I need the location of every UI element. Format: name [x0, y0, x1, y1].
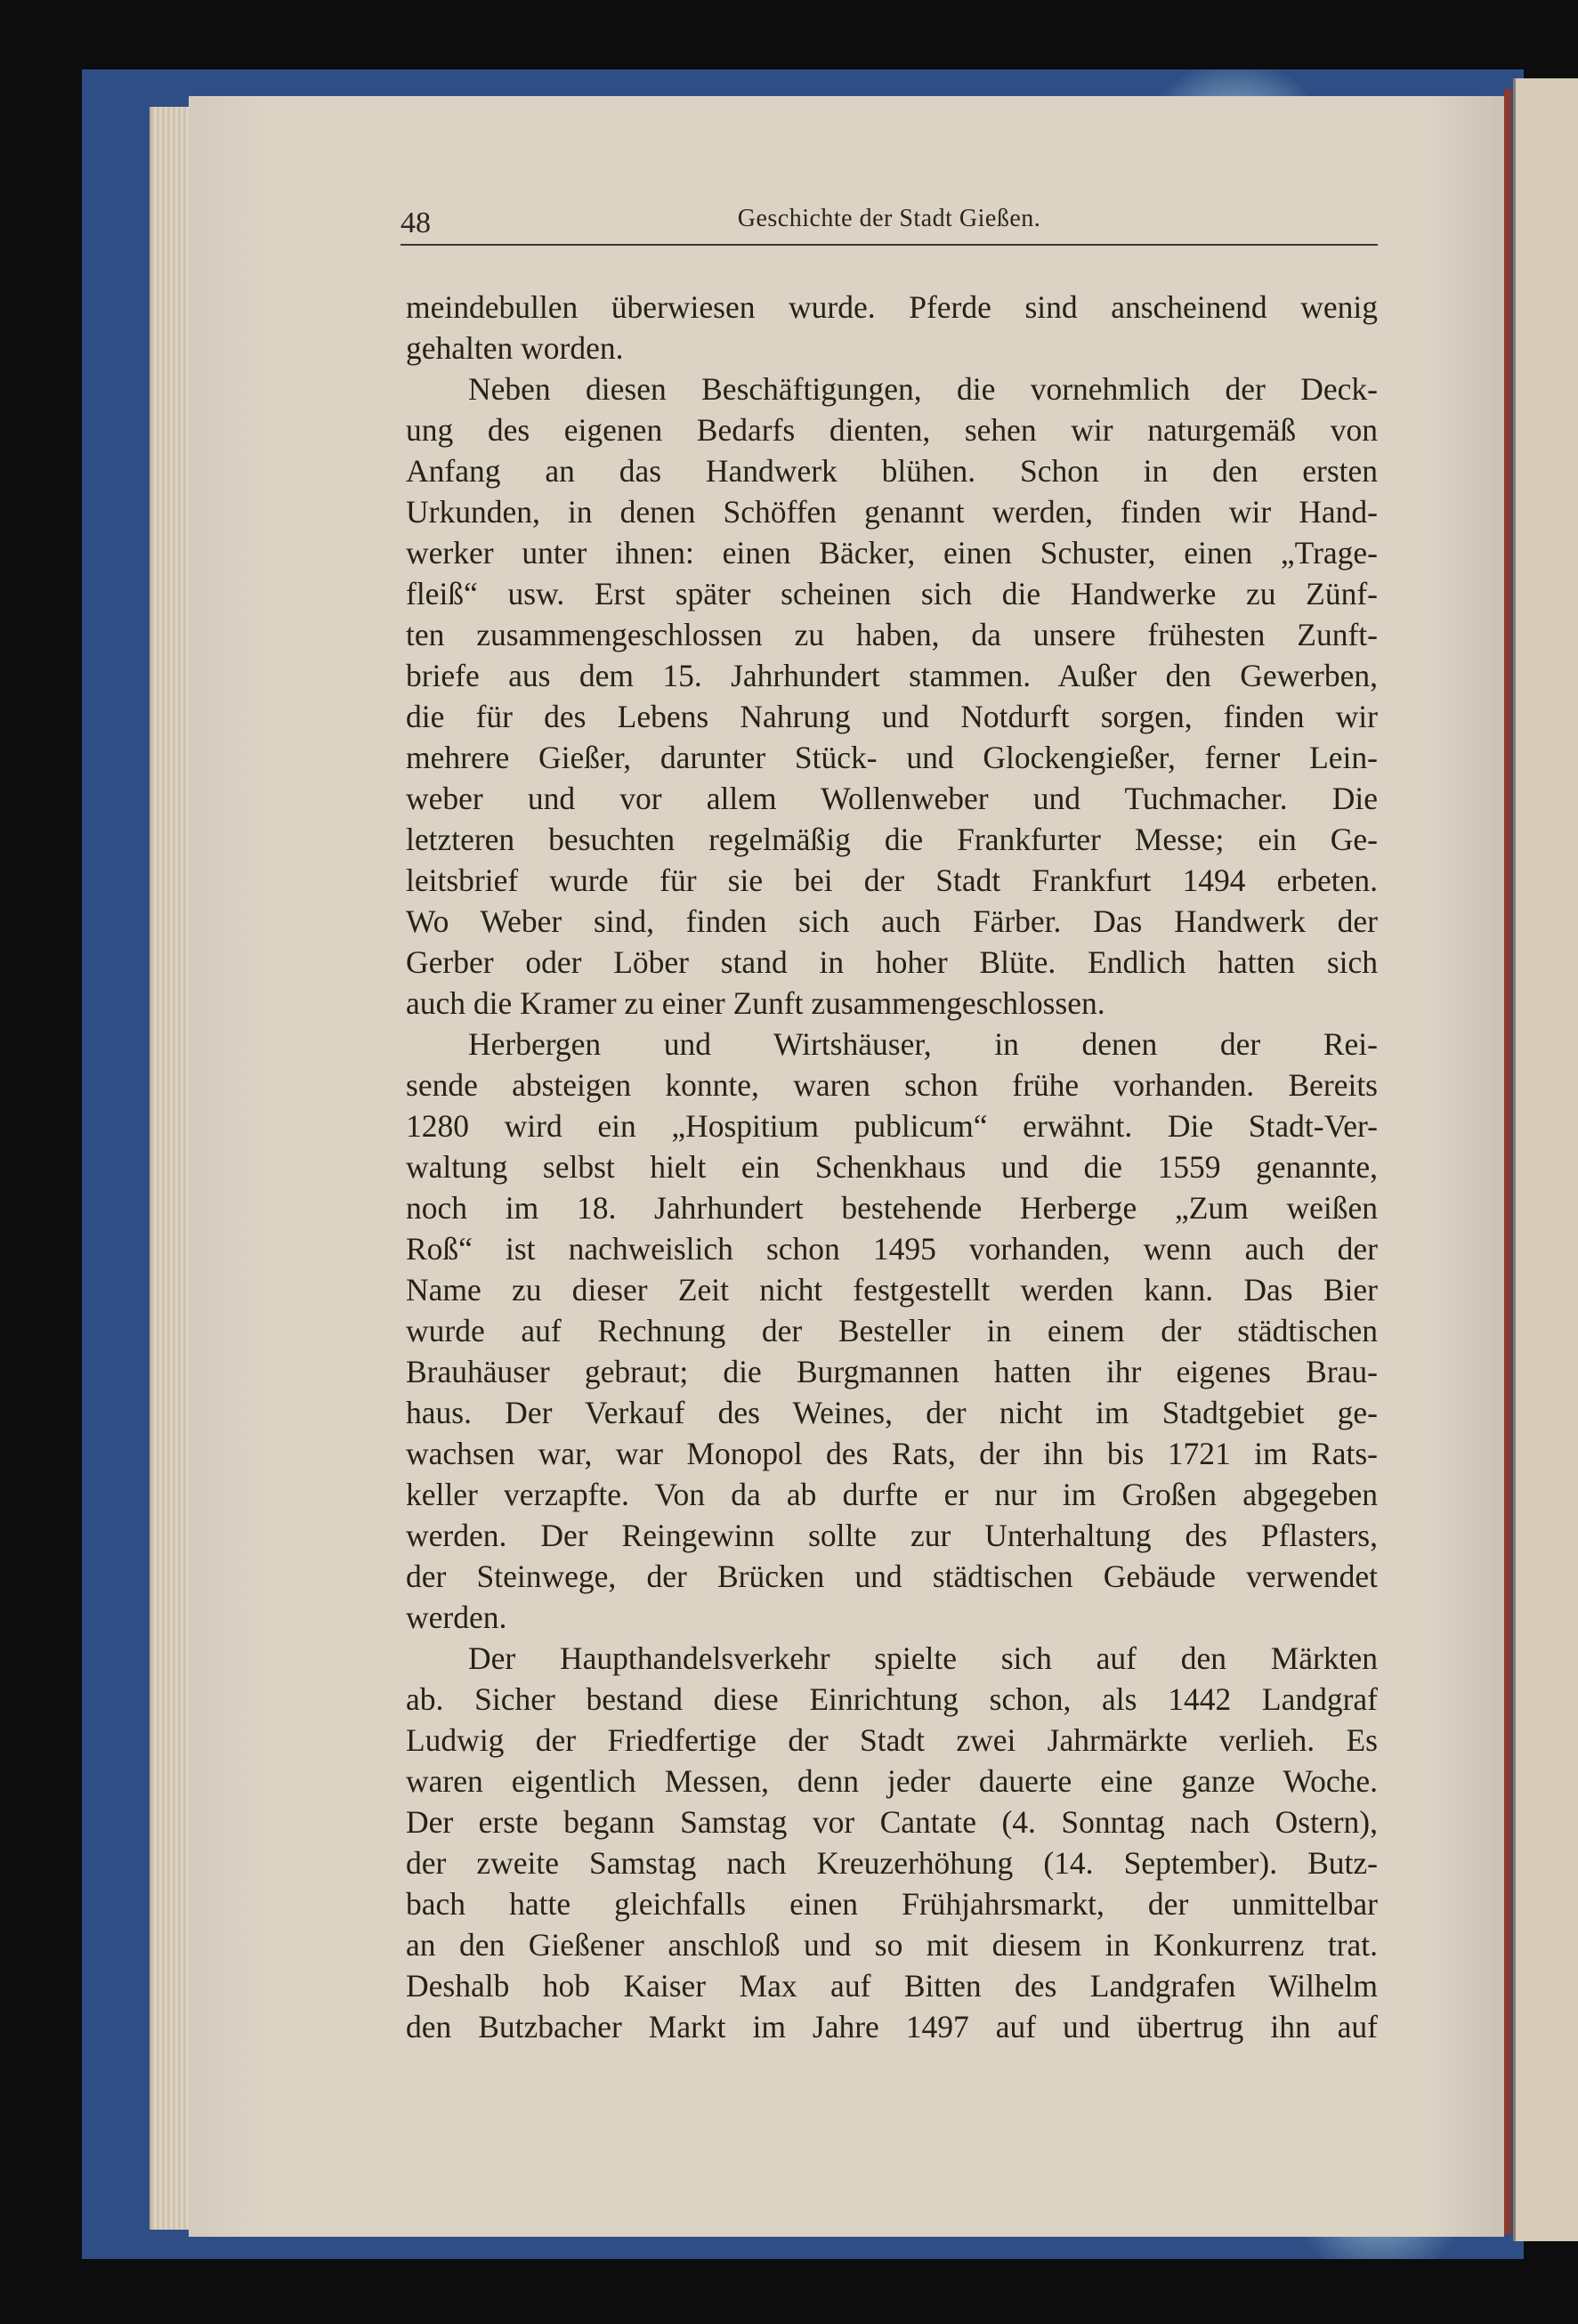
text-line: werden. Der Reingewinn sollte zur Unterhaltung des Pflasters, — [406, 1518, 1378, 1553]
text-line: noch im 18. Jahrhundert bestehende Herberge „Zum weißen — [406, 1190, 1378, 1226]
text-line: werden. — [406, 1599, 507, 1635]
body-text — [406, 287, 1378, 2047]
text-line: sende absteigen konnte, waren schon frühe vorhanden. Bereits — [406, 1067, 1378, 1103]
text-line: letzteren besuchten regelmäßig die Frankfurter Messe; ein Ge- — [406, 822, 1378, 857]
text-line: werker unter ihnen: einen Bäcker, einen Schuster, einen „Trage- — [406, 535, 1378, 571]
running-head: Geschichte der Stadt Gießen. — [737, 205, 1041, 232]
text-line: Gerber oder Löber stand in hoher Blüte. Endlich hatten sich — [406, 944, 1378, 980]
text-line: fleiß“ usw. Erst später scheinen sich die Handwerke zu Zünf- — [406, 576, 1378, 611]
facing-page-edge — [1513, 78, 1578, 2241]
spine-edge — [1504, 89, 1511, 2234]
text-line: waren eigentlich Messen, denn jeder dauerte eine ganze Woche. — [406, 1763, 1378, 1799]
text-line: weber und vor allem Wollenweber und Tuchmacher. Die — [406, 781, 1378, 816]
text-line: mehrere Gießer, darunter Stück- und Glockengießer, ferner Lein- — [406, 740, 1378, 775]
text-line: leitsbrief wurde für sie bei der Stadt Frankfurt 1494 erbeten. — [406, 862, 1378, 898]
page-number: 48 — [401, 206, 431, 239]
text-line: keller verzapfte. Von da ab durfte er nur im Großen abgegeben — [406, 1477, 1378, 1512]
text-line: Der erste begann Samstag vor Cantate (4. Sonntag nach Ostern), — [406, 1804, 1378, 1840]
text-line: Neben diesen Beschäftigungen, die vornehmlich der Deck- — [468, 371, 1378, 407]
text-line: Urkunden, in denen Schöffen genannt werden, finden wir Hand- — [406, 494, 1378, 530]
page-stack — [150, 107, 192, 2230]
text-line: Herbergen und Wirtshäuser, in denen der Rei- — [468, 1026, 1378, 1062]
text-line: Der Haupthandelsverkehr spielte sich auf den Märkten — [468, 1640, 1378, 1676]
text-line: waltung selbst hielt ein Schenkhaus und die 1559 genannte, — [406, 1149, 1378, 1185]
text-line: meindebullen überwiesen wurde. Pferde sind anscheinend wenig — [406, 289, 1378, 325]
text-line: an den Gießener anschloß und so mit diesem in Konkurrenz trat. — [406, 1927, 1378, 1963]
text-line: Deshalb hob Kaiser Max auf Bitten des Landgrafen Wilhelm — [406, 1968, 1378, 2004]
text-line: den Butzbacher Markt im Jahre 1497 auf und übertrug ihn auf — [406, 2009, 1378, 2045]
text-line: haus. Der Verkauf des Weines, der nicht im Stadtgebiet ge- — [406, 1395, 1378, 1430]
text-line: briefe aus dem 15. Jahrhundert stammen. Außer den Gewerben, — [406, 658, 1378, 693]
text-line: die für des Lebens Nahrung und Notdurft sorgen, finden wir — [406, 699, 1378, 734]
text-line: ab. Sicher bestand diese Einrichtung schon, als 1442 Landgraf — [406, 1681, 1378, 1717]
text-line: wurde auf Rechnung der Besteller in einem der städtischen — [406, 1313, 1378, 1348]
text-line: Anfang an das Handwerk blühen. Schon in den ersten — [406, 453, 1378, 489]
text-line: 1280 wird ein „Hospitium publicum“ erwähnt. Die Stadt-Ver- — [406, 1108, 1378, 1144]
text-line: Roß“ ist nachweislich schon 1495 vorhanden, wenn auch der — [406, 1231, 1378, 1267]
text-line: Wo Weber sind, finden sich auch Färber. Das Handwerk der — [406, 903, 1378, 939]
text-line: gehalten worden. — [406, 330, 624, 366]
text-line: Name zu dieser Zeit nicht festgestellt werden kann. Das Bier — [406, 1272, 1378, 1308]
text-line: ung des eigenen Bedarfs dienten, sehen wir naturgemäß von — [406, 412, 1378, 448]
text-line: der zweite Samstag nach Kreuzerhöhung (14. September). Butz- — [406, 1845, 1378, 1881]
text-line: Ludwig der Friedfertige der Stadt zwei Jahrmärkte verlieh. Es — [406, 1722, 1378, 1758]
text-line: der Steinwege, der Brücken und städtischen Gebäude verwendet — [406, 1559, 1378, 1594]
text-line: bach hatte gleichfalls einen Frühjahrsmarkt, der unmittelbar — [406, 1886, 1378, 1922]
text-line: wachsen war, war Monopol des Rats, der ihn bis 1721 im Rats- — [406, 1436, 1378, 1471]
text-line: ten zusammengeschlossen zu haben, da unsere frühesten Zunft- — [406, 617, 1378, 652]
text-line: auch die Kramer zu einer Zunft zusammengeschlossen. — [406, 985, 1105, 1021]
text-line: Brauhäuser gebraut; die Burgmannen hatten ihr eigenes Brau- — [406, 1354, 1378, 1389]
page-header — [401, 198, 1378, 246]
